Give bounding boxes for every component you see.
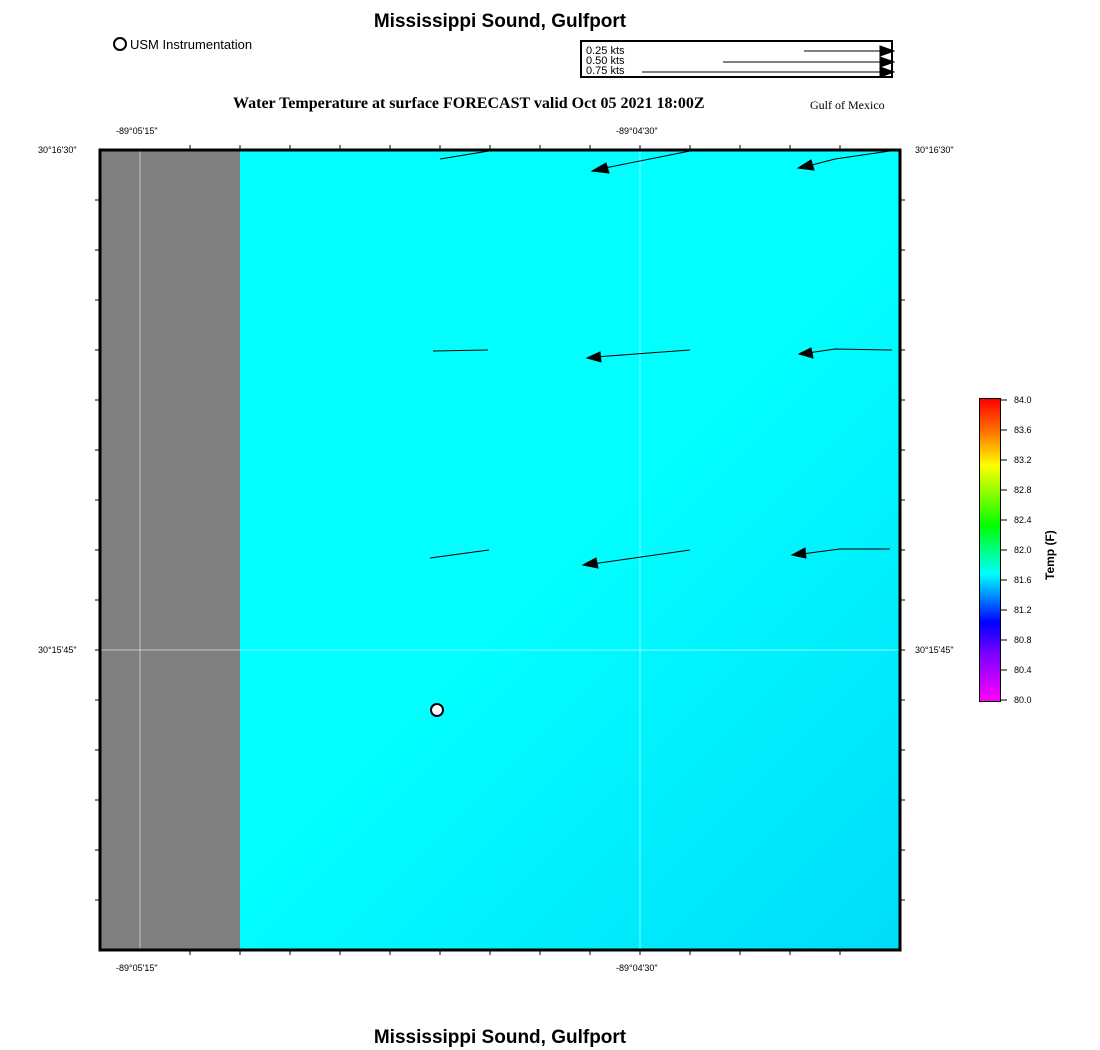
footer-title: Mississippi Sound, Gulfport xyxy=(373,1027,627,1048)
colorbar-label: 80.8 xyxy=(1014,635,1032,645)
lon-tick-top-1: -89°05'15" xyxy=(116,126,158,136)
reference-arrows-box xyxy=(580,40,893,78)
station-legend-label: USM Instrumentation xyxy=(130,37,253,52)
colorbar-label: 81.2 xyxy=(1014,605,1032,615)
map-subtitle: Water Temperature at surface FORECAST valid Oct 05 2021 18:00Z xyxy=(233,95,705,112)
lon-tick-top-2: -89°04'30" xyxy=(616,126,658,136)
ref-arrowhead-025 xyxy=(880,46,894,56)
land-area xyxy=(100,150,240,950)
reference-arrows xyxy=(582,42,895,80)
lat-tick-left-1: 30°16'30" xyxy=(38,145,77,155)
lat-tick-left-2: 30°15'45" xyxy=(38,645,77,655)
colorbar-label: 82.8 xyxy=(1014,485,1032,495)
ref-label-075: 0.75 kts xyxy=(586,65,625,77)
colorbar-ticks xyxy=(1001,398,1009,702)
colorbar-label: 80.4 xyxy=(1014,665,1032,675)
colorbar-label: 84.0 xyxy=(1014,395,1032,405)
ref-label-050: 0.50 kts xyxy=(586,55,625,67)
lon-tick-bottom-2: -89°04'30" xyxy=(616,963,658,973)
station-marker xyxy=(431,704,443,716)
station-legend-icon xyxy=(113,37,127,51)
map-plot xyxy=(90,140,912,960)
colorbar-label: 80.0 xyxy=(1014,695,1032,705)
lat-tick-right-2: 30°15'45" xyxy=(915,645,954,655)
lat-tick-right-1: 30°16'30" xyxy=(915,145,954,155)
ref-arrowhead-075 xyxy=(880,67,894,77)
colorbar xyxy=(979,398,1001,702)
lon-tick-bottom-1: -89°05'15" xyxy=(116,963,158,973)
colorbar-label: 83.6 xyxy=(1014,425,1032,435)
region-label: Gulf of Mexico xyxy=(810,98,885,112)
colorbar-label: 82.4 xyxy=(1014,515,1032,525)
page-title: Mississippi Sound, Gulfport xyxy=(373,11,627,32)
colorbar-title: Temp (F) xyxy=(1043,530,1057,580)
ref-arrowhead-050 xyxy=(880,57,894,67)
colorbar-label: 83.2 xyxy=(1014,455,1032,465)
ref-label-025: 0.25 kts xyxy=(586,45,625,57)
colorbar-label: 81.6 xyxy=(1014,575,1032,585)
colorbar-label: 82.0 xyxy=(1014,545,1032,555)
